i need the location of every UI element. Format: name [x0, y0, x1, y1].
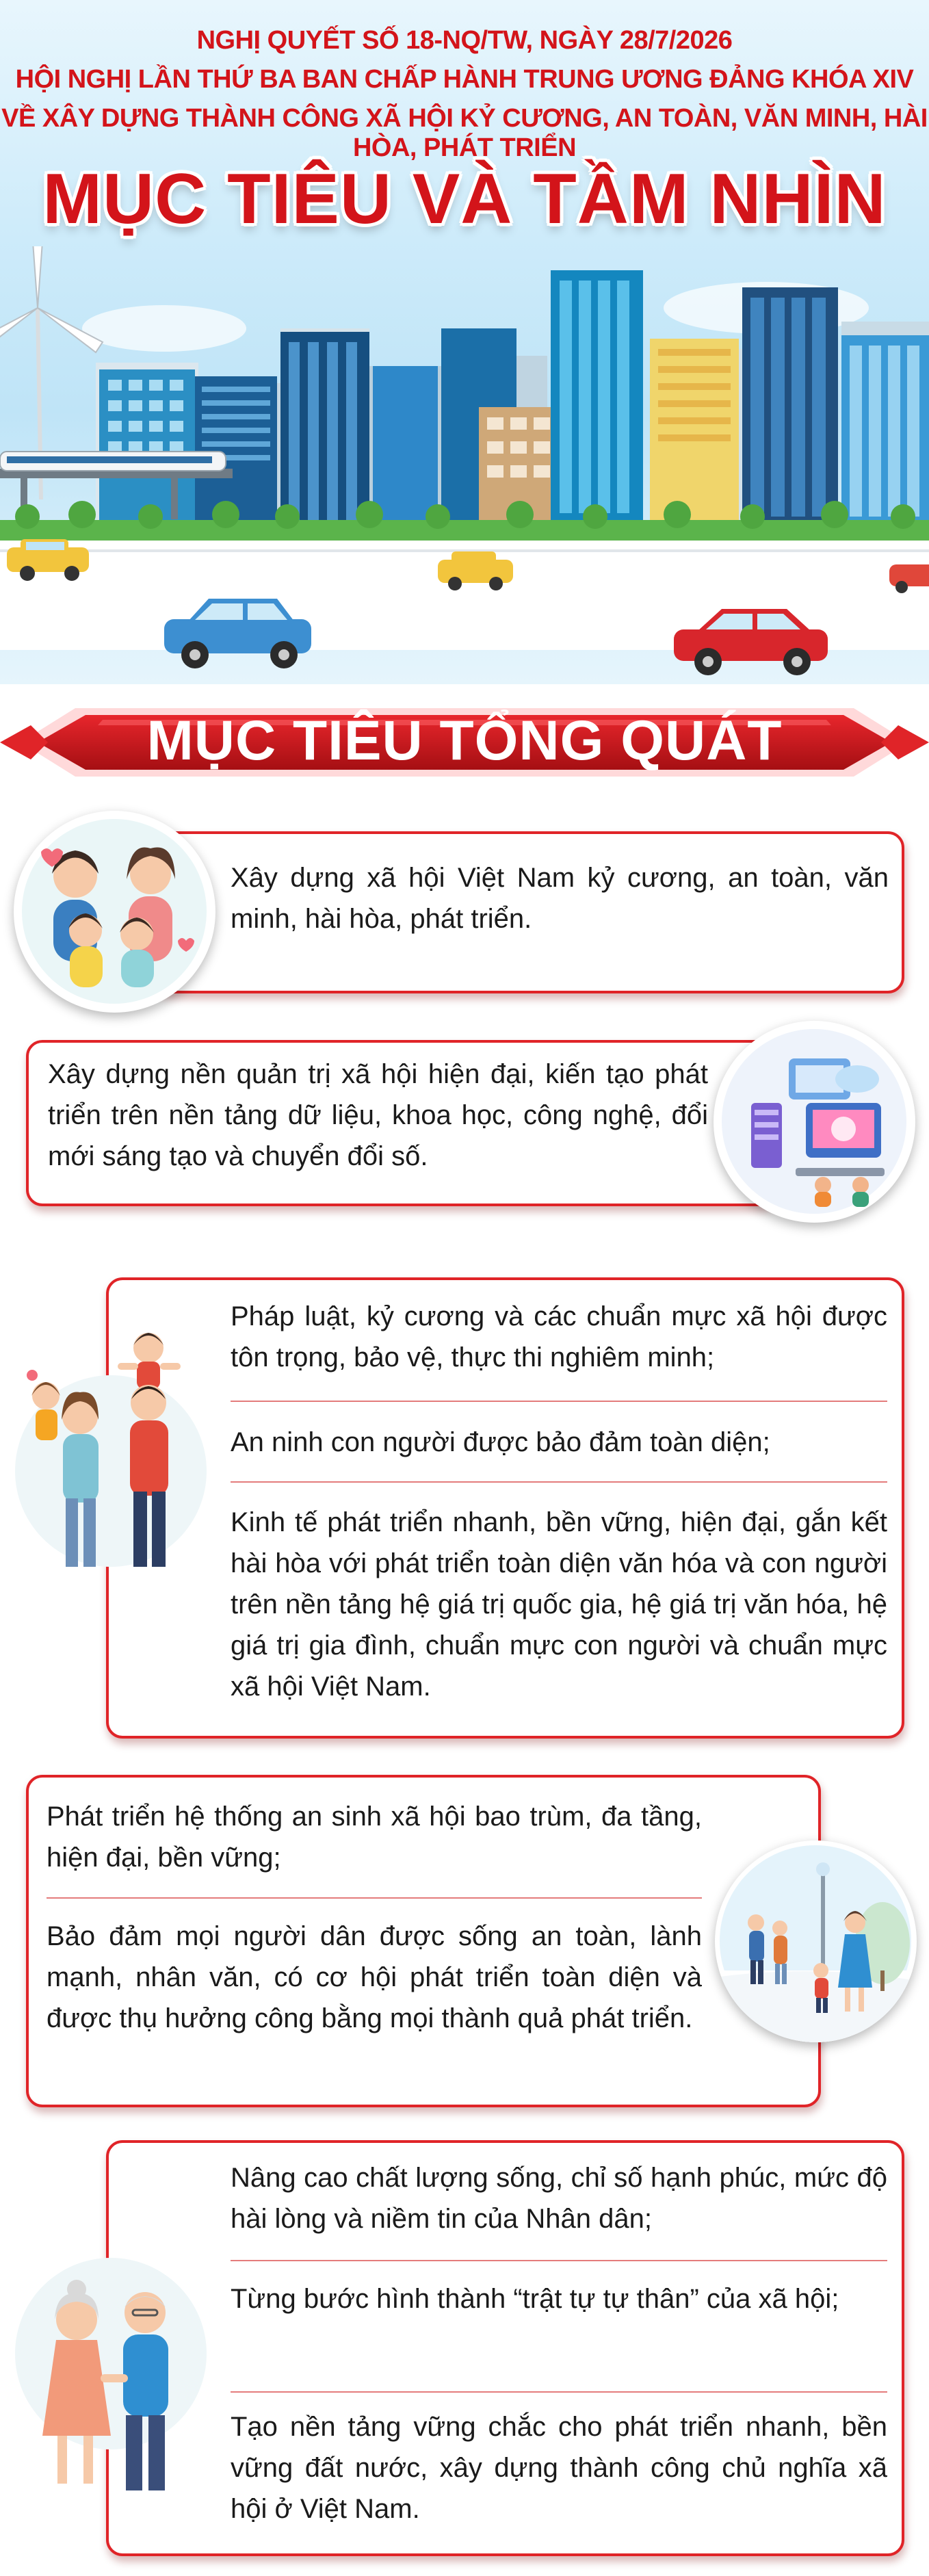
- goal-text: Xây dựng xã hội Việt Nam kỷ cương, an toàn, văn minh, hài hòa, phát triển.: [231, 863, 889, 934]
- goal-item: Kinh tế phát triển nhanh, bền vững, hiện đại, gắn kết hài hòa với phát triển toàn diện văn hóa và con người trên nền tảng hệ giá trị quốc gia, hệ giá trị văn hóa, hệ giá trị gia đình, chuẩn mực con người và chuẩn mực xã hội Việt Nam.: [231, 1507, 887, 1702]
- family-icon: [14, 811, 215, 1013]
- goal-item: Phát triển hệ thống an sinh xã hội bao trùm, đa tầng, hiện đại, bền vững;: [47, 1801, 702, 1873]
- goal-text: Xây dựng nền quản trị xã hội hiện đại, kiến tạo phát triển trên nền tảng dữ liệu, khoa học, công nghệ, đổi mới sáng tạo và chuyển đổi số.: [48, 1059, 708, 1171]
- item-divider: [231, 1481, 887, 1483]
- item-divider: [231, 1401, 887, 1402]
- parents-children-icon: [8, 1382, 213, 1587]
- item-divider: [47, 1897, 702, 1899]
- resolution-number: NGHỊ QUYẾT SỐ 18-NQ/TW, NGÀY 28/7/2026: [196, 26, 733, 55]
- page-title: MỤC TIÊU VÀ TẦM NHÌN: [42, 159, 887, 239]
- conference-line: HỘI NGHỊ LẦN THỨ BA BAN CHẤP HÀNH TRUNG ƯƠNG ĐẢNG KHÓA XIV: [15, 65, 914, 94]
- digital-technology-icon: [714, 1021, 915, 1223]
- goal-item: An ninh con người được bảo đảm toàn diện;: [231, 1427, 770, 1457]
- hero-banner: [0, 0, 929, 684]
- goal-item: Nâng cao chất lượng sống, chỉ số hạnh phúc, mức độ hài lòng và niềm tin của Nhân dân;: [231, 2163, 887, 2234]
- goal-item: Bảo đảm mọi người dân được sống an toàn, lành mạnh, nhân văn, có cơ hội phát triển toàn diện và được thụ hưởng công bằng mọi thành quả phát triển.: [47, 1921, 702, 2033]
- city-skyline-illustration: [0, 246, 929, 684]
- goal-item: Tạo nền tảng vững chắc cho phát triển nhanh, bền vững đất nước, xây dựng thành công chủ nghĩa xã hội ở Việt Nam.: [231, 2412, 887, 2524]
- elderly-couple-icon: [8, 2251, 213, 2456]
- item-divider: [231, 2260, 887, 2261]
- goal-item: Pháp luật, kỷ cương và các chuẩn mực xã hội được tôn trọng, bảo vệ, thực thi nghiêm minh;: [231, 1301, 887, 1372]
- item-divider: [231, 2391, 887, 2393]
- goal-item: Từng bước hình thành “trật tự tự thân” của xã hội;: [231, 2284, 839, 2314]
- resolution-subject: VỀ XÂY DỰNG THÀNH CÔNG XÃ HỘI KỶ CƯƠNG, AN TOÀN, VĂN MINH, HÀI HÒA, PHÁT TRIỂN: [1, 104, 928, 162]
- park-walk-icon: [715, 1840, 917, 2042]
- section-title: MỤC TIÊU TỔNG QUÁT: [146, 710, 783, 772]
